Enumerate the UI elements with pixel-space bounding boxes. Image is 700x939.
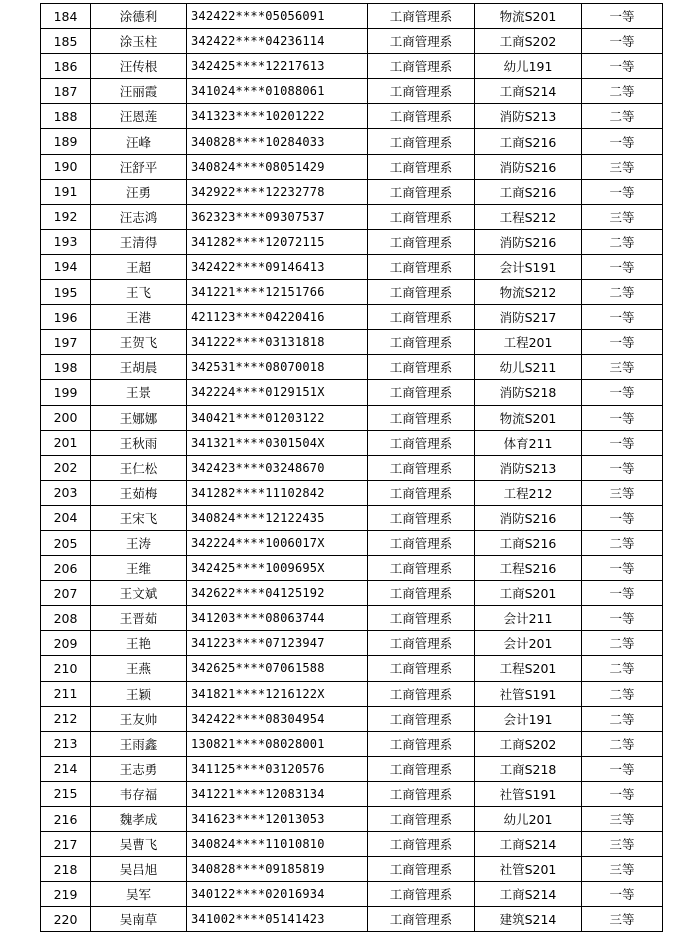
id-number-cell: 341282****12072115	[187, 229, 368, 254]
id-number-cell: 341221****12151766	[187, 280, 368, 305]
id-number-cell: 341282****11102842	[187, 480, 368, 505]
id-number-cell: 340421****01203122	[187, 405, 368, 430]
table-row	[41, 656, 663, 681]
name-cell: 王文斌	[91, 581, 187, 606]
seq-cell: 216	[41, 807, 91, 832]
id-number-cell: 342423****03248670	[187, 455, 368, 480]
name-cell: 王志勇	[91, 756, 187, 781]
table-row	[41, 731, 663, 756]
class-cell: 工程S201	[475, 656, 582, 681]
name-cell: 汪勇	[91, 179, 187, 204]
table-row	[41, 129, 663, 154]
class-cell: 消防S216	[475, 505, 582, 530]
seq-cell: 194	[41, 254, 91, 279]
id-number-cell: 342622****04125192	[187, 581, 368, 606]
table-row	[41, 430, 663, 455]
seq-cell: 206	[41, 556, 91, 581]
table-row	[41, 254, 663, 279]
grade-cell: 三等	[582, 204, 663, 229]
table-row	[41, 330, 663, 355]
table-row	[41, 4, 663, 29]
id-number-cell: 341321****0301504X	[187, 430, 368, 455]
class-cell: 工商S214	[475, 882, 582, 907]
class-cell: 体育211	[475, 430, 582, 455]
table-row	[41, 204, 663, 229]
class-cell: 物流S212	[475, 280, 582, 305]
class-cell: 工商S202	[475, 731, 582, 756]
class-cell: 工程201	[475, 330, 582, 355]
department-cell: 工商管理系	[368, 229, 475, 254]
name-cell: 王超	[91, 254, 187, 279]
class-cell: 工程S216	[475, 556, 582, 581]
name-cell: 汪志鸿	[91, 204, 187, 229]
seq-cell: 187	[41, 79, 91, 104]
grade-cell: 一等	[582, 129, 663, 154]
class-cell: 工商S214	[475, 832, 582, 857]
department-cell: 工商管理系	[368, 756, 475, 781]
table-body	[41, 4, 663, 932]
grade-cell: 二等	[582, 530, 663, 555]
id-number-cell: 342422****08304954	[187, 706, 368, 731]
seq-cell: 217	[41, 832, 91, 857]
name-cell: 吴南草	[91, 907, 187, 932]
grade-cell: 二等	[582, 104, 663, 129]
grade-cell: 三等	[582, 807, 663, 832]
class-cell: 社管S191	[475, 781, 582, 806]
grade-cell: 三等	[582, 154, 663, 179]
table-row	[41, 631, 663, 656]
department-cell: 工商管理系	[368, 29, 475, 54]
department-cell: 工商管理系	[368, 79, 475, 104]
name-cell: 汪丽霞	[91, 79, 187, 104]
id-number-cell: 340828****10284033	[187, 129, 368, 154]
grade-cell: 三等	[582, 355, 663, 380]
seq-cell: 184	[41, 4, 91, 29]
department-cell: 工商管理系	[368, 455, 475, 480]
name-cell: 王茹梅	[91, 480, 187, 505]
grade-cell: 二等	[582, 656, 663, 681]
class-cell: 工商S216	[475, 530, 582, 555]
id-number-cell: 362323****09307537	[187, 204, 368, 229]
name-cell: 王涛	[91, 530, 187, 555]
seq-cell: 210	[41, 656, 91, 681]
seq-cell: 185	[41, 29, 91, 54]
grade-cell: 三等	[582, 907, 663, 932]
department-cell: 工商管理系	[368, 807, 475, 832]
id-number-cell: 342422****09146413	[187, 254, 368, 279]
id-number-cell: 421123****04220416	[187, 305, 368, 330]
class-cell: 工商S201	[475, 581, 582, 606]
department-cell: 工商管理系	[368, 330, 475, 355]
class-cell: 会计S191	[475, 254, 582, 279]
name-cell: 王晋茹	[91, 606, 187, 631]
class-cell: 消防S216	[475, 154, 582, 179]
department-cell: 工商管理系	[368, 731, 475, 756]
seq-cell: 213	[41, 731, 91, 756]
id-number-cell: 342531****08070018	[187, 355, 368, 380]
grade-cell: 三等	[582, 480, 663, 505]
id-number-cell: 342425****1009695X	[187, 556, 368, 581]
seq-cell: 197	[41, 330, 91, 355]
grade-cell: 一等	[582, 405, 663, 430]
class-cell: 会计191	[475, 706, 582, 731]
department-cell: 工商管理系	[368, 54, 475, 79]
id-number-cell: 342422****05056091	[187, 4, 368, 29]
seq-cell: 189	[41, 129, 91, 154]
table-row	[41, 606, 663, 631]
class-cell: 工程S212	[475, 204, 582, 229]
seq-cell: 220	[41, 907, 91, 932]
grade-cell: 一等	[582, 29, 663, 54]
name-cell: 涂玉柱	[91, 29, 187, 54]
table-row	[41, 229, 663, 254]
grade-cell: 一等	[582, 581, 663, 606]
grade-cell: 二等	[582, 280, 663, 305]
grade-cell: 一等	[582, 305, 663, 330]
department-cell: 工商管理系	[368, 154, 475, 179]
id-number-cell: 341323****10201222	[187, 104, 368, 129]
department-cell: 工商管理系	[368, 832, 475, 857]
seq-cell: 215	[41, 781, 91, 806]
id-number-cell: 340122****02016934	[187, 882, 368, 907]
class-cell: 工程212	[475, 480, 582, 505]
table-row	[41, 882, 663, 907]
seq-cell: 188	[41, 104, 91, 129]
name-cell: 王娜娜	[91, 405, 187, 430]
name-cell: 王宋飞	[91, 505, 187, 530]
seq-cell: 195	[41, 280, 91, 305]
department-cell: 工商管理系	[368, 129, 475, 154]
department-cell: 工商管理系	[368, 581, 475, 606]
name-cell: 汪传根	[91, 54, 187, 79]
class-cell: 建筑S214	[475, 907, 582, 932]
seq-cell: 186	[41, 54, 91, 79]
grade-cell: 一等	[582, 179, 663, 204]
department-cell: 工商管理系	[368, 430, 475, 455]
department-cell: 工商管理系	[368, 4, 475, 29]
department-cell: 工商管理系	[368, 305, 475, 330]
table-row	[41, 832, 663, 857]
id-number-cell: 341024****01088061	[187, 79, 368, 104]
table-row	[41, 355, 663, 380]
seq-cell: 209	[41, 631, 91, 656]
id-number-cell: 342224****1006017X	[187, 530, 368, 555]
class-cell: 幼儿191	[475, 54, 582, 79]
table-row	[41, 79, 663, 104]
name-cell: 王雨鑫	[91, 731, 187, 756]
grade-cell: 二等	[582, 706, 663, 731]
name-cell: 吴军	[91, 882, 187, 907]
name-cell: 王胡晨	[91, 355, 187, 380]
department-cell: 工商管理系	[368, 631, 475, 656]
seq-cell: 196	[41, 305, 91, 330]
name-cell: 王贺飞	[91, 330, 187, 355]
name-cell: 王仁松	[91, 455, 187, 480]
table-row	[41, 280, 663, 305]
id-number-cell: 342224****0129151X	[187, 380, 368, 405]
seq-cell: 190	[41, 154, 91, 179]
seq-cell: 191	[41, 179, 91, 204]
class-cell: 社管S191	[475, 681, 582, 706]
table-row	[41, 581, 663, 606]
name-cell: 吴吕旭	[91, 857, 187, 882]
class-cell: 消防S218	[475, 380, 582, 405]
table-row	[41, 505, 663, 530]
table-row	[41, 480, 663, 505]
id-number-cell: 130821****08028001	[187, 731, 368, 756]
name-cell: 魏孝成	[91, 807, 187, 832]
seq-cell: 201	[41, 430, 91, 455]
department-cell: 工商管理系	[368, 405, 475, 430]
table-row	[41, 380, 663, 405]
department-cell: 工商管理系	[368, 204, 475, 229]
class-cell: 工商S218	[475, 756, 582, 781]
seq-cell: 205	[41, 530, 91, 555]
seq-cell: 198	[41, 355, 91, 380]
id-number-cell: 340824****12122435	[187, 505, 368, 530]
table-row	[41, 807, 663, 832]
seq-cell: 202	[41, 455, 91, 480]
class-cell: 工商S216	[475, 179, 582, 204]
grade-cell: 一等	[582, 430, 663, 455]
department-cell: 工商管理系	[368, 104, 475, 129]
id-number-cell: 341002****05141423	[187, 907, 368, 932]
grade-cell: 一等	[582, 54, 663, 79]
grade-cell: 一等	[582, 556, 663, 581]
department-cell: 工商管理系	[368, 681, 475, 706]
name-cell: 汪舒平	[91, 154, 187, 179]
table-row	[41, 305, 663, 330]
table-row	[41, 455, 663, 480]
grade-cell: 三等	[582, 857, 663, 882]
grade-cell: 一等	[582, 882, 663, 907]
seq-cell: 219	[41, 882, 91, 907]
name-cell: 吴曹飞	[91, 832, 187, 857]
grade-cell: 一等	[582, 455, 663, 480]
grade-cell: 一等	[582, 756, 663, 781]
class-cell: 消防S213	[475, 104, 582, 129]
class-cell: 物流S201	[475, 4, 582, 29]
grade-cell: 二等	[582, 229, 663, 254]
name-cell: 王港	[91, 305, 187, 330]
table-row	[41, 756, 663, 781]
department-cell: 工商管理系	[368, 907, 475, 932]
department-cell: 工商管理系	[368, 556, 475, 581]
table-row	[41, 907, 663, 932]
department-cell: 工商管理系	[368, 480, 475, 505]
department-cell: 工商管理系	[368, 355, 475, 380]
class-cell: 社管S201	[475, 857, 582, 882]
department-cell: 工商管理系	[368, 505, 475, 530]
scholarship-table	[40, 3, 663, 932]
department-cell: 工商管理系	[368, 781, 475, 806]
table-row	[41, 706, 663, 731]
grade-cell: 一等	[582, 330, 663, 355]
name-cell: 王友帅	[91, 706, 187, 731]
class-cell: 物流S201	[475, 405, 582, 430]
seq-cell: 204	[41, 505, 91, 530]
grade-cell: 二等	[582, 681, 663, 706]
class-cell: 消防S213	[475, 455, 582, 480]
id-number-cell: 342625****07061588	[187, 656, 368, 681]
table-row	[41, 530, 663, 555]
class-cell: 消防S217	[475, 305, 582, 330]
id-number-cell: 342422****04236114	[187, 29, 368, 54]
seq-cell: 199	[41, 380, 91, 405]
name-cell: 汪恩莲	[91, 104, 187, 129]
seq-cell: 211	[41, 681, 91, 706]
id-number-cell: 341125****03120576	[187, 756, 368, 781]
seq-cell: 193	[41, 229, 91, 254]
seq-cell: 218	[41, 857, 91, 882]
name-cell: 王秋雨	[91, 430, 187, 455]
name-cell: 涂德利	[91, 4, 187, 29]
seq-cell: 212	[41, 706, 91, 731]
table-row	[41, 681, 663, 706]
grade-cell: 三等	[582, 832, 663, 857]
id-number-cell: 341223****07123947	[187, 631, 368, 656]
id-number-cell: 341623****12013053	[187, 807, 368, 832]
id-number-cell: 342922****12232778	[187, 179, 368, 204]
class-cell: 工商S202	[475, 29, 582, 54]
grade-cell: 二等	[582, 731, 663, 756]
class-cell: 工商S214	[475, 79, 582, 104]
seq-cell: 203	[41, 480, 91, 505]
class-cell: 消防S216	[475, 229, 582, 254]
grade-cell: 一等	[582, 254, 663, 279]
id-number-cell: 340824****11010810	[187, 832, 368, 857]
name-cell: 王颖	[91, 681, 187, 706]
department-cell: 工商管理系	[368, 280, 475, 305]
department-cell: 工商管理系	[368, 606, 475, 631]
department-cell: 工商管理系	[368, 706, 475, 731]
name-cell: 王景	[91, 380, 187, 405]
name-cell: 王清得	[91, 229, 187, 254]
grade-cell: 一等	[582, 380, 663, 405]
department-cell: 工商管理系	[368, 179, 475, 204]
id-number-cell: 340828****09185819	[187, 857, 368, 882]
class-cell: 幼儿S211	[475, 355, 582, 380]
id-number-cell: 341222****03131818	[187, 330, 368, 355]
table-row	[41, 154, 663, 179]
table-row	[41, 29, 663, 54]
name-cell: 王维	[91, 556, 187, 581]
grade-cell: 一等	[582, 606, 663, 631]
class-cell: 工商S216	[475, 129, 582, 154]
seq-cell: 200	[41, 405, 91, 430]
grade-cell: 二等	[582, 79, 663, 104]
department-cell: 工商管理系	[368, 857, 475, 882]
id-number-cell: 341221****12083134	[187, 781, 368, 806]
seq-cell: 192	[41, 204, 91, 229]
table-row	[41, 857, 663, 882]
table-row	[41, 781, 663, 806]
id-number-cell: 341821****1216122X	[187, 681, 368, 706]
class-cell: 会计211	[475, 606, 582, 631]
id-number-cell: 341203****08063744	[187, 606, 368, 631]
id-number-cell: 340824****08051429	[187, 154, 368, 179]
class-cell: 幼儿201	[475, 807, 582, 832]
grade-cell: 一等	[582, 4, 663, 29]
department-cell: 工商管理系	[368, 882, 475, 907]
grade-cell: 一等	[582, 505, 663, 530]
name-cell: 王燕	[91, 656, 187, 681]
seq-cell: 214	[41, 756, 91, 781]
table-row	[41, 104, 663, 129]
name-cell: 汪峰	[91, 129, 187, 154]
seq-cell: 207	[41, 581, 91, 606]
name-cell: 王艳	[91, 631, 187, 656]
grade-cell: 二等	[582, 631, 663, 656]
department-cell: 工商管理系	[368, 656, 475, 681]
id-number-cell: 342425****12217613	[187, 54, 368, 79]
department-cell: 工商管理系	[368, 380, 475, 405]
department-cell: 工商管理系	[368, 530, 475, 555]
table-row	[41, 556, 663, 581]
name-cell: 韦存福	[91, 781, 187, 806]
table-row	[41, 179, 663, 204]
table-row	[41, 54, 663, 79]
grade-cell: 一等	[582, 781, 663, 806]
department-cell: 工商管理系	[368, 254, 475, 279]
table-row	[41, 405, 663, 430]
class-cell: 会计201	[475, 631, 582, 656]
seq-cell: 208	[41, 606, 91, 631]
name-cell: 王飞	[91, 280, 187, 305]
